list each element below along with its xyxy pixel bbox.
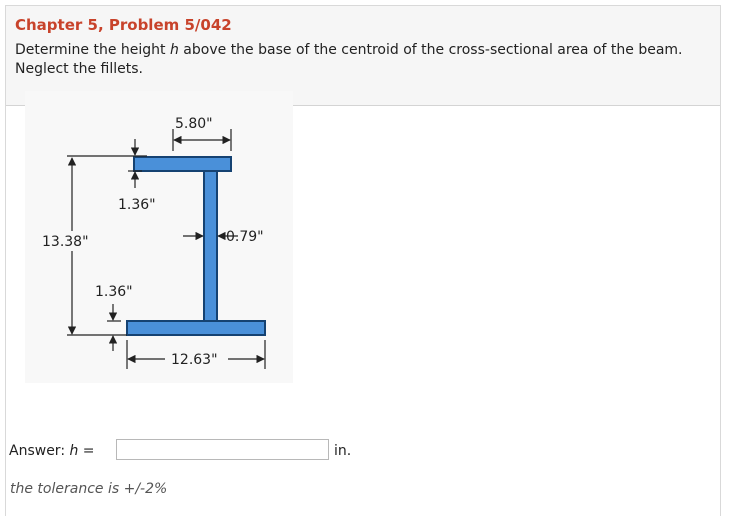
web-thickness-label: 0.79" [226, 229, 264, 245]
web [204, 171, 217, 321]
i-beam-diagram [25, 91, 293, 383]
bottom-flange [127, 321, 265, 335]
answer-label-prefix: Answer: [9, 443, 70, 459]
total-height-dimension [39, 158, 127, 335]
problem-title: Chapter 5, Problem 5/042 [15, 16, 232, 34]
problem-statement [15, 41, 705, 79]
i-beam-section [127, 157, 265, 335]
top-flange [134, 157, 231, 171]
answer-label [9, 443, 95, 459]
bottom-thickness-label: 1.36" [95, 284, 133, 300]
total-height-label: 13.38" [42, 234, 89, 250]
web-thickness-dimension [183, 229, 264, 245]
beam-cross-section-figure [25, 91, 293, 383]
bottom-width-label: 12.63" [171, 352, 218, 368]
top-width-dimension [173, 116, 231, 151]
answer-input[interactable] [116, 439, 329, 460]
scrollbar[interactable] [721, 0, 735, 507]
bottom-width-dimension [127, 340, 265, 369]
top-thickness-label: 1.36" [118, 197, 156, 213]
answer-label-suffix: = [78, 443, 95, 459]
problem-text-end: above the base of the centroid of the cross-sectional area of the beam. Neglect the fillets. [15, 42, 683, 77]
top-width-label: 5.80" [175, 116, 213, 132]
top-thickness-dimension [67, 139, 156, 213]
tolerance-note: the tolerance is +/-2% [10, 481, 168, 497]
problem-text-start: Determine the height [15, 42, 170, 58]
answer-variable: h [69, 443, 79, 459]
answer-unit: in. [334, 443, 352, 459]
problem-variable: h [169, 42, 179, 58]
